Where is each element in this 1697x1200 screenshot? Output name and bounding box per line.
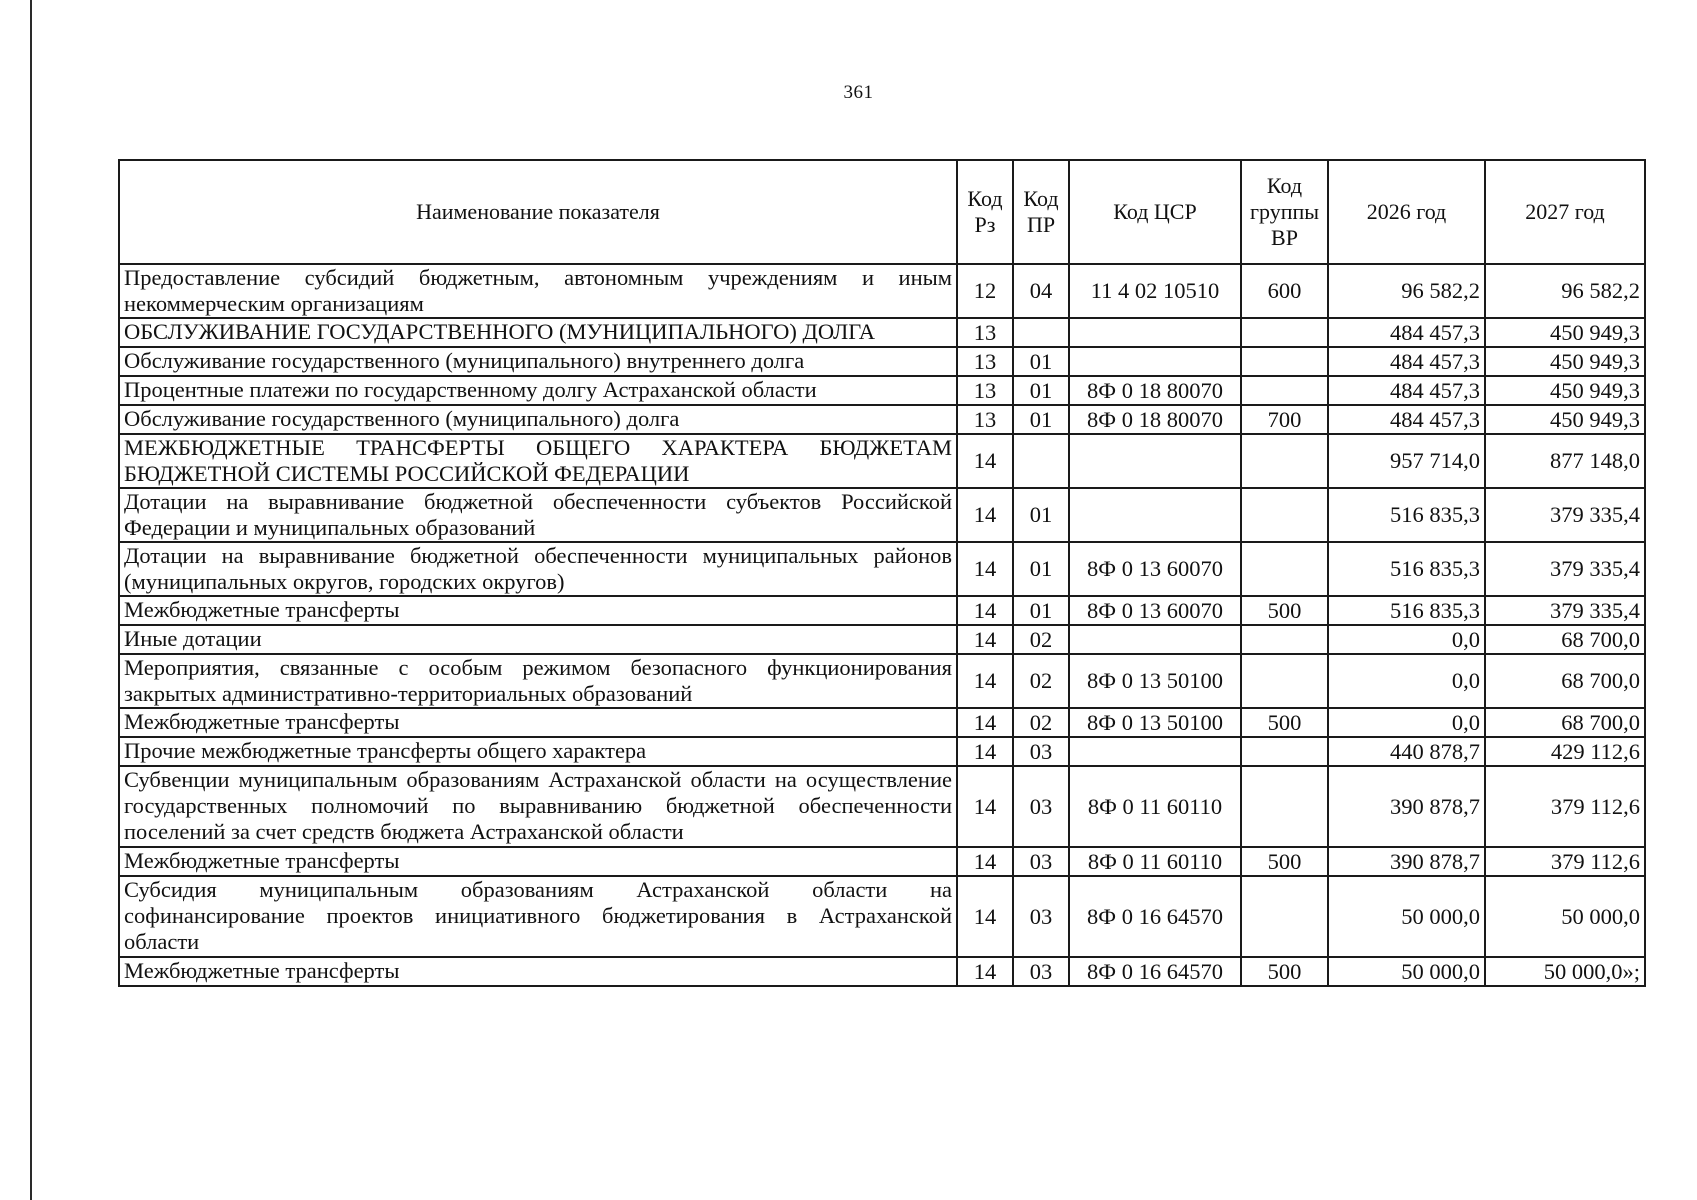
cell-vr: 600 (1241, 264, 1328, 318)
table-row (119, 737, 1645, 766)
cell-rz: 14 (957, 488, 1013, 542)
cell-csr: 8Ф 0 13 50100 (1069, 708, 1241, 737)
cell-rz: 14 (957, 625, 1013, 654)
cell-2027: 450 949,3 (1485, 376, 1645, 405)
cell-pr: 01 (1013, 488, 1069, 542)
cell-csr (1069, 318, 1241, 347)
cell-csr: 8Ф 0 13 60070 (1069, 596, 1241, 625)
cell-vr: 700 (1241, 405, 1328, 434)
cell-2027: 50 000,0 (1485, 876, 1645, 957)
cell-2026: 0,0 (1328, 625, 1485, 654)
cell-csr (1069, 488, 1241, 542)
cell-csr: 8Ф 0 13 60070 (1069, 542, 1241, 596)
cell-2027: 450 949,3 (1485, 318, 1645, 347)
cell-rz: 14 (957, 847, 1013, 876)
cell-csr: 8Ф 0 13 50100 (1069, 654, 1241, 708)
cell-2026: 516 835,3 (1328, 488, 1485, 542)
cell-name: Прочие межбюджетные трансферты общего характера (119, 737, 957, 766)
header-vr: Код группы ВР (1241, 160, 1328, 264)
cell-2026: 50 000,0 (1328, 957, 1485, 986)
cell-rz: 14 (957, 876, 1013, 957)
cell-pr (1013, 434, 1069, 488)
table-row (119, 876, 1645, 957)
cell-rz: 14 (957, 957, 1013, 986)
binding-margin-line (30, 0, 32, 1200)
cell-vr: 500 (1241, 708, 1328, 737)
cell-2026: 516 835,3 (1328, 542, 1485, 596)
cell-pr: 01 (1013, 542, 1069, 596)
cell-name: Межбюджетные трансферты (119, 596, 957, 625)
cell-2026: 440 878,7 (1328, 737, 1485, 766)
cell-csr: 8Ф 0 18 80070 (1069, 405, 1241, 434)
cell-name: Межбюджетные трансферты (119, 847, 957, 876)
cell-name: Иные дотации (119, 625, 957, 654)
cell-vr (1241, 318, 1328, 347)
cell-vr (1241, 542, 1328, 596)
budget-table (118, 159, 1646, 987)
cell-2026: 0,0 (1328, 708, 1485, 737)
cell-vr: 500 (1241, 847, 1328, 876)
table-row (119, 847, 1645, 876)
cell-csr (1069, 737, 1241, 766)
cell-name: Субсидия муниципальным образованиям Астраханской области на софинансирование проектов инициативного бюджетирования в Астраханской области (119, 876, 957, 957)
cell-name: МЕЖБЮДЖЕТНЫЕ ТРАНСФЕРТЫ ОБЩЕГО ХАРАКТЕРА БЮДЖЕТАМ БЮДЖЕТНОЙ СИСТЕМЫ РОССИЙСКОЙ ФЕДЕРАЦИИ (119, 434, 957, 488)
cell-csr: 8Ф 0 11 60110 (1069, 766, 1241, 847)
cell-pr: 01 (1013, 596, 1069, 625)
header-2027: 2027 год (1485, 160, 1645, 264)
cell-csr (1069, 434, 1241, 488)
page-number: 361 (843, 82, 874, 103)
cell-2027: 96 582,2 (1485, 264, 1645, 318)
header-rz: Код Рз (957, 160, 1013, 264)
table-row (119, 488, 1645, 542)
cell-name: Обслуживание государственного (муниципального) долга (119, 405, 957, 434)
cell-vr (1241, 488, 1328, 542)
header-2026: 2026 год (1328, 160, 1485, 264)
cell-2026: 957 714,0 (1328, 434, 1485, 488)
cell-2027: 379 112,6 (1485, 847, 1645, 876)
table-row (119, 405, 1645, 434)
table-row (119, 376, 1645, 405)
cell-rz: 14 (957, 434, 1013, 488)
cell-name: Субвенции муниципальным образованиям Астраханской области на осуществление государственных полномочий по выравниванию бюджетной обеспеченности поселений за счет средств бюджета Астраханской области (119, 766, 957, 847)
cell-pr: 01 (1013, 347, 1069, 376)
cell-vr (1241, 434, 1328, 488)
cell-rz: 13 (957, 318, 1013, 347)
cell-pr: 03 (1013, 876, 1069, 957)
cell-2027: 68 700,0 (1485, 625, 1645, 654)
cell-pr: 02 (1013, 625, 1069, 654)
table-header (119, 160, 1645, 264)
cell-vr (1241, 737, 1328, 766)
cell-vr (1241, 876, 1328, 957)
cell-vr (1241, 654, 1328, 708)
cell-vr: 500 (1241, 596, 1328, 625)
header-pr: Код ПР (1013, 160, 1069, 264)
cell-2027: 379 112,6 (1485, 766, 1645, 847)
cell-pr: 02 (1013, 708, 1069, 737)
cell-rz: 13 (957, 347, 1013, 376)
table-row (119, 708, 1645, 737)
cell-2027: 429 112,6 (1485, 737, 1645, 766)
header-csr: Код ЦСР (1069, 160, 1241, 264)
table-row (119, 347, 1645, 376)
cell-2026: 484 457,3 (1328, 376, 1485, 405)
cell-csr: 8Ф 0 16 64570 (1069, 876, 1241, 957)
cell-rz: 13 (957, 376, 1013, 405)
cell-vr (1241, 376, 1328, 405)
cell-vr (1241, 347, 1328, 376)
cell-2026: 96 582,2 (1328, 264, 1485, 318)
cell-rz: 14 (957, 542, 1013, 596)
cell-vr: 500 (1241, 957, 1328, 986)
cell-vr (1241, 625, 1328, 654)
cell-csr: 8Ф 0 16 64570 (1069, 957, 1241, 986)
cell-2027: 68 700,0 (1485, 708, 1645, 737)
cell-2026: 484 457,3 (1328, 347, 1485, 376)
cell-2026: 516 835,3 (1328, 596, 1485, 625)
table-row (119, 654, 1645, 708)
cell-pr: 03 (1013, 766, 1069, 847)
cell-2026: 50 000,0 (1328, 876, 1485, 957)
cell-2027: 450 949,3 (1485, 347, 1645, 376)
cell-csr: 11 4 02 10510 (1069, 264, 1241, 318)
cell-vr (1241, 766, 1328, 847)
cell-rz: 14 (957, 766, 1013, 847)
cell-pr: 04 (1013, 264, 1069, 318)
cell-pr: 01 (1013, 376, 1069, 405)
cell-name: Предоставление субсидий бюджетным, автономным учреждениям и иным некоммерческим организациям (119, 264, 957, 318)
cell-rz: 13 (957, 405, 1013, 434)
cell-pr: 03 (1013, 737, 1069, 766)
cell-2027: 50 000,0»; (1485, 957, 1645, 986)
cell-rz: 12 (957, 264, 1013, 318)
cell-2026: 484 457,3 (1328, 405, 1485, 434)
cell-pr: 02 (1013, 654, 1069, 708)
cell-csr (1069, 347, 1241, 376)
cell-csr: 8Ф 0 18 80070 (1069, 376, 1241, 405)
cell-rz: 14 (957, 654, 1013, 708)
cell-2027: 877 148,0 (1485, 434, 1645, 488)
cell-pr: 03 (1013, 957, 1069, 986)
cell-name: Обслуживание государственного (муниципального) внутреннего долга (119, 347, 957, 376)
header-row (119, 160, 1645, 264)
cell-pr (1013, 318, 1069, 347)
header-name: Наименование показателя (119, 160, 957, 264)
cell-rz: 14 (957, 708, 1013, 737)
cell-rz: 14 (957, 596, 1013, 625)
table-row (119, 318, 1645, 347)
cell-csr: 8Ф 0 11 60110 (1069, 847, 1241, 876)
cell-2027: 379 335,4 (1485, 596, 1645, 625)
cell-2027: 379 335,4 (1485, 488, 1645, 542)
cell-2027: 450 949,3 (1485, 405, 1645, 434)
cell-name: Дотации на выравнивание бюджетной обеспеченности субъектов Российской Федерации и муниципальных образований (119, 488, 957, 542)
table-body (119, 264, 1645, 986)
cell-pr: 01 (1013, 405, 1069, 434)
table-row (119, 957, 1645, 986)
cell-name: ОБСЛУЖИВАНИЕ ГОСУДАРСТВЕННОГО (МУНИЦИПАЛЬНОГО) ДОЛГА (119, 318, 957, 347)
cell-2026: 484 457,3 (1328, 318, 1485, 347)
cell-2026: 390 878,7 (1328, 766, 1485, 847)
table-row (119, 264, 1645, 318)
table-row (119, 434, 1645, 488)
cell-2026: 0,0 (1328, 654, 1485, 708)
cell-name: Процентные платежи по государственному долгу Астраханской области (119, 376, 957, 405)
cell-2026: 390 878,7 (1328, 847, 1485, 876)
cell-name: Межбюджетные трансферты (119, 957, 957, 986)
cell-name: Дотации на выравнивание бюджетной обеспеченности муниципальных районов (муниципальных округов, городских округов) (119, 542, 957, 596)
table-row (119, 542, 1645, 596)
cell-pr: 03 (1013, 847, 1069, 876)
cell-2027: 68 700,0 (1485, 654, 1645, 708)
cell-name: Межбюджетные трансферты (119, 708, 957, 737)
table-row (119, 596, 1645, 625)
table-row (119, 766, 1645, 847)
table-row (119, 625, 1645, 654)
cell-rz: 14 (957, 737, 1013, 766)
cell-name: Мероприятия, связанные с особым режимом безопасного функционирования закрытых административно-территориальных образований (119, 654, 957, 708)
cell-csr (1069, 625, 1241, 654)
cell-2027: 379 335,4 (1485, 542, 1645, 596)
